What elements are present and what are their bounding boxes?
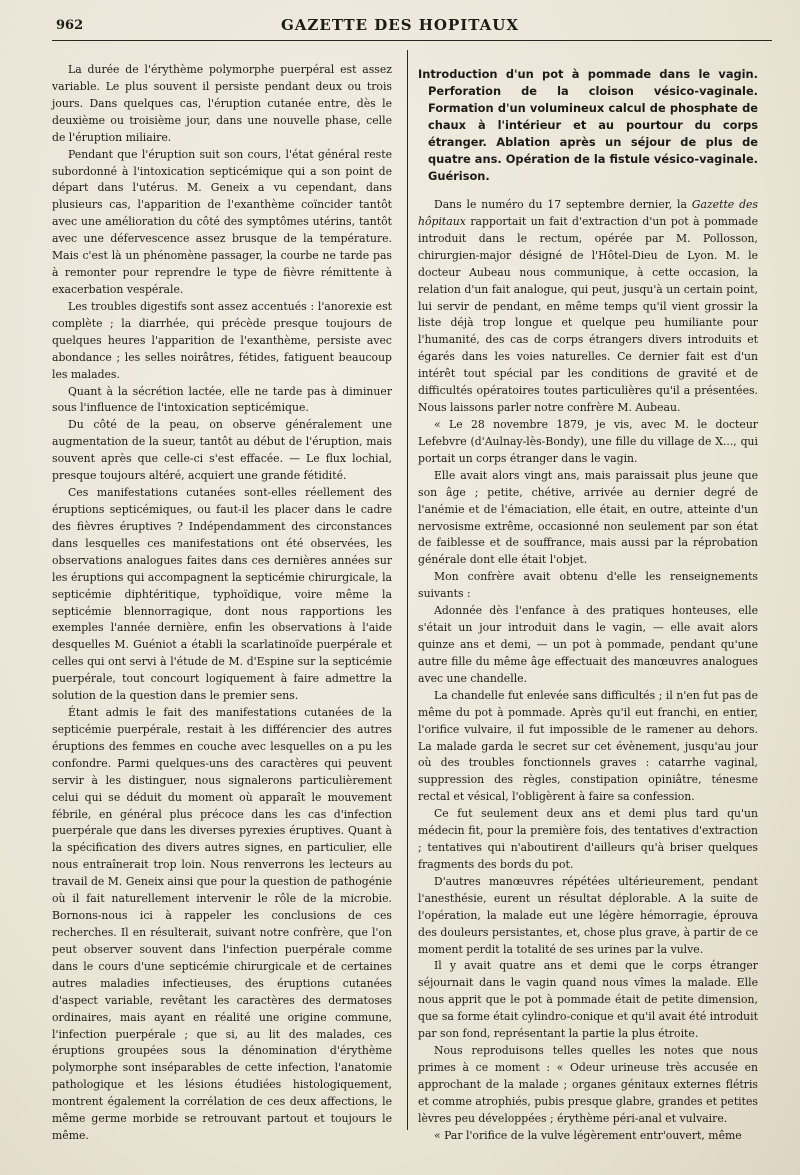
paragraph: Nous reproduisons telles quelles les notes que nous primes à ce moment : « Odeur urineuse très accusée en approchant de la malade ; organes génitaux externes flétris et comme atrophiés, pubis presque glabre, grandes et petites lèvres peu développées ; érythème péri-anal et vulvaire. [418, 1044, 758, 1125]
article-summary: Introduction d'un pot à pommade dans le vagin. Perforation de la cloison vésico-vaginale. Formation d'un volumineux calcul de phosphate de chaux à l'intérieur et au pourtour du corps étranger. Ablation après un séjour de plus de quatre ans. Opération de la fistule vésico-vaginale. Guérison. [418, 67, 758, 183]
paragraph: Les troubles digestifs sont assez accentués : l'anorexie est complète ; la diarrhée, qui précède presque toujours de quelques heures l'apparition de l'exanthème, persiste avec abondance ; les selles noirâtres, fétides, fatiguent beaucoup les malades. [52, 299, 392, 381]
page-number: 962 [56, 18, 84, 33]
paragraph: Adonnée dès l'enfance à des pratiques honteuses, elle s'était un jour introduit dans le vagin, — elle avait alors quinze ans et demi, — un pot à pommade, pendant qu'une autre fille du même âge effectuait des manœuvres analogues avec une chandelle. [418, 604, 758, 685]
paragraph: Étant admis le fait des manifestations cutanées de la septicémie puerpérale, restait à les différencier des autres éruptions des femmes en couche avec lesquelles on a pu les confondre. Parmi quelques-uns des caractères qui peuvent servir à les distinguer, nous signalerons particulièrement celui qui se déduit du moment où apparaît le mouvement fébrile, en général plus précoce dans les cas d'infection puerpérale que dans les diverses pyrexies éruptives. Quant à la spécification des divers autres signes, en particulier, elle nous entraînerait trop loin. Nous renverrons les lecteurs au travail de M. Geneix ainsi que pour la question de pathogénie où il fait naturellement intervenir le rôle de la microbie. Bornons-nous ici à rappeler les conclusions de ces recherches. Il en résulterait, suivant notre confrère, que l'on peut observer souvent dans l'infection puerpérale comme dans le cours d'une septicémie chirurgicale et de certaines autres maladies infectieuses, des éruptions cutanées d'aspect variable, revêtant les caractères des dermatoses ordinaires, mais ayant en réalité une origine commune, l'infection puerpérale ; que si, au lit des malades, ces éruptions groupées sous la dénomination d'érythème polymorphe sont inséparables de cette infection, l'anatomie pathologique et les lésions étudiées histologiquement, montrent également la corrélation de ces deux affections, le même germe morbide se retrouvant partout et toujours le même. [52, 706, 392, 1143]
paragraph: La chandelle fut enlevée sans difficultés ; il n'en fut pas de même du pot à pommade. Après qu'il eut franchi, en entier, l'orifice vulvaire, il fut impossible de le ramener au dehors. La malade garda le secret sur cet évènement, jusqu'au jour où des troubles fonctionnels graves : catarrhe vaginal, suppression des règles, constipation opiniâtre, ténesme rectal et vésical, l'obligèrent à faire sa confession. [418, 688, 758, 804]
paragraph: La durée de l'érythème polymorphe puerpéral est assez variable. Le plus souvent il persiste pendant deux ou trois jours. Dans quelques cas, l'éruption cutanée entre, dès le deuxième ou troisième jour, dans une nouvelle phase, celle de l'éruption miliaire. [52, 63, 392, 144]
paragraph: D'autres manœuvres répétées ultérieurement, pendant l'anesthésie, eurent un résultat déplorable. A la suite de l'opération, la malade eut une légère hémorragie, éprouva des douleurs persistantes, et, chose plus grave, à partir de ce moment perdit la totalité de ses urines par la vulve. [418, 874, 758, 956]
intro-text-after: rapportait un fait d'extraction d'un pot à pommade introduit dans le rectum, opérée par M. Pollosson, chirurgien-major désigné de l'Hôtel-Dieu de Lyon. M. le docteur Aubeau nous communique, à cette occasion, la relation d'un fait analogue, qui peut, jusqu'à un certain point, lui servir de pendant, en même temps qu'il vient grossir la liste déjà trop longue et quelque peu humiliante pour l'humanité, des cas de corps étrangers divers introduits et égarés dans les voies naturelles. Ce dernier fait est d'un intérêt tout spécial par les conditions de gravité et de difficultés opératoires toutes particulières qu'il a présentées. Nous laissons parler notre confrère M. Aubeau. [418, 214, 758, 415]
paragraph: Quant à la sécrétion lactée, elle ne tarde pas à diminuer sous l'influence de l'intoxication septicémique. [52, 384, 392, 415]
intro-text-before: Dans le numéro du 17 septembre dernier, la [434, 198, 692, 211]
paragraph: Elle avait alors vingt ans, mais paraissait plus jeune que son âge ; petite, chétive, arrivée au dernier degré de l'anémie et de l'émaciation, elle était, en outre, atteinte d'un nervosisme extrême, occasionné non seulement par son état de faiblesse et de souffrance, mais aussi par la réprobation générale dont elle était l'objet. [418, 468, 758, 567]
journal-name: Gazette des hôpitaux [418, 198, 758, 228]
right-column [418, 66, 758, 1145]
column-divider [407, 50, 408, 1130]
paragraph: Mon confrère avait obtenu d'elle les renseignements suivants : [418, 570, 758, 601]
paragraph: « Le 28 novembre 1879, je vis, avec M. le docteur Lefebvre (d'Aulnay-lès-Bondy), une fille du village de X..., qui portait un corps étranger dans le vagin. [418, 417, 758, 465]
intro-paragraph [418, 197, 758, 417]
header-rule [52, 40, 772, 41]
left-column [52, 62, 392, 1145]
paragraph: Ces manifestations cutanées sont-elles réellement des éruptions septicémiques, ou faut-il les placer dans le cadre des fièvres éruptives ? Indépendamment des circonstances dans lesquelles ces manifestations ont été observées, les observations analogues faites dans ces dernières années sur les éruptions qui accompagnent la septicémie chirurgicale, la septicémie diphtéritique, typhoïdique, voire même la septicémie blennorragique, dont nous rapportions les exemples l'année dernière, enfin les observations à l'aide desquelles M. Guéniot a établi la scarlatinoïde puerpérale et celles qui ont servi à l'étude de M. d'Espine sur la septicémie puerpérale, tout concourt logiquement à faire admettre la solution de la question dans le premier sens. [52, 486, 392, 703]
paragraph: Pendant que l'éruption suit son cours, l'état général reste subordonné à l'intoxication septicémique qui a son point de départ dans l'utérus. M. Geneix a vu cependant, dans plusieurs cas, l'apparition de l'exanthème coïncider tantôt avec une amélioration du côté des symptômes utérins, tantôt avec une défervescence assez brusque de la température. Mais c'est là un phénomène passager, la courbe ne tarde pas à remonter pour reprendre le type de fièvre rémittente à exacerbation vespérale. [52, 147, 392, 296]
paragraph: Il y avait quatre ans et demi que le corps étranger séjournait dans le vagin quand nous vîmes la malade. Elle nous apprit que le pot à pommade était de petite dimension, que sa forme était cylindro-conique et qu'il avait été introduit par son fond, représentant la partie la plus étroite. [418, 959, 758, 1041]
paragraph: Du côté de la peau, on observe généralement une augmentation de la sueur, tantôt au début de l'éruption, mais souvent après que celle-ci s'est effacée. — Le flux lochial, presque toujours altéré, acquiert une grande fétidité. [52, 418, 392, 483]
paragraph: « Par l'orifice de la vulve légèrement entr'ouvert, même [434, 1128, 742, 1142]
page-header [0, 14, 800, 40]
running-title: GAZETTE DES HOPITAUX [280, 16, 519, 34]
paragraph: Ce fut seulement deux ans et demi plus tard qu'un médecin fit, pour la première fois, des tentatives d'extraction ; tentatives qui n'aboutirent d'ailleurs qu'à briser quelques fragments des bords du pot. [418, 807, 758, 871]
